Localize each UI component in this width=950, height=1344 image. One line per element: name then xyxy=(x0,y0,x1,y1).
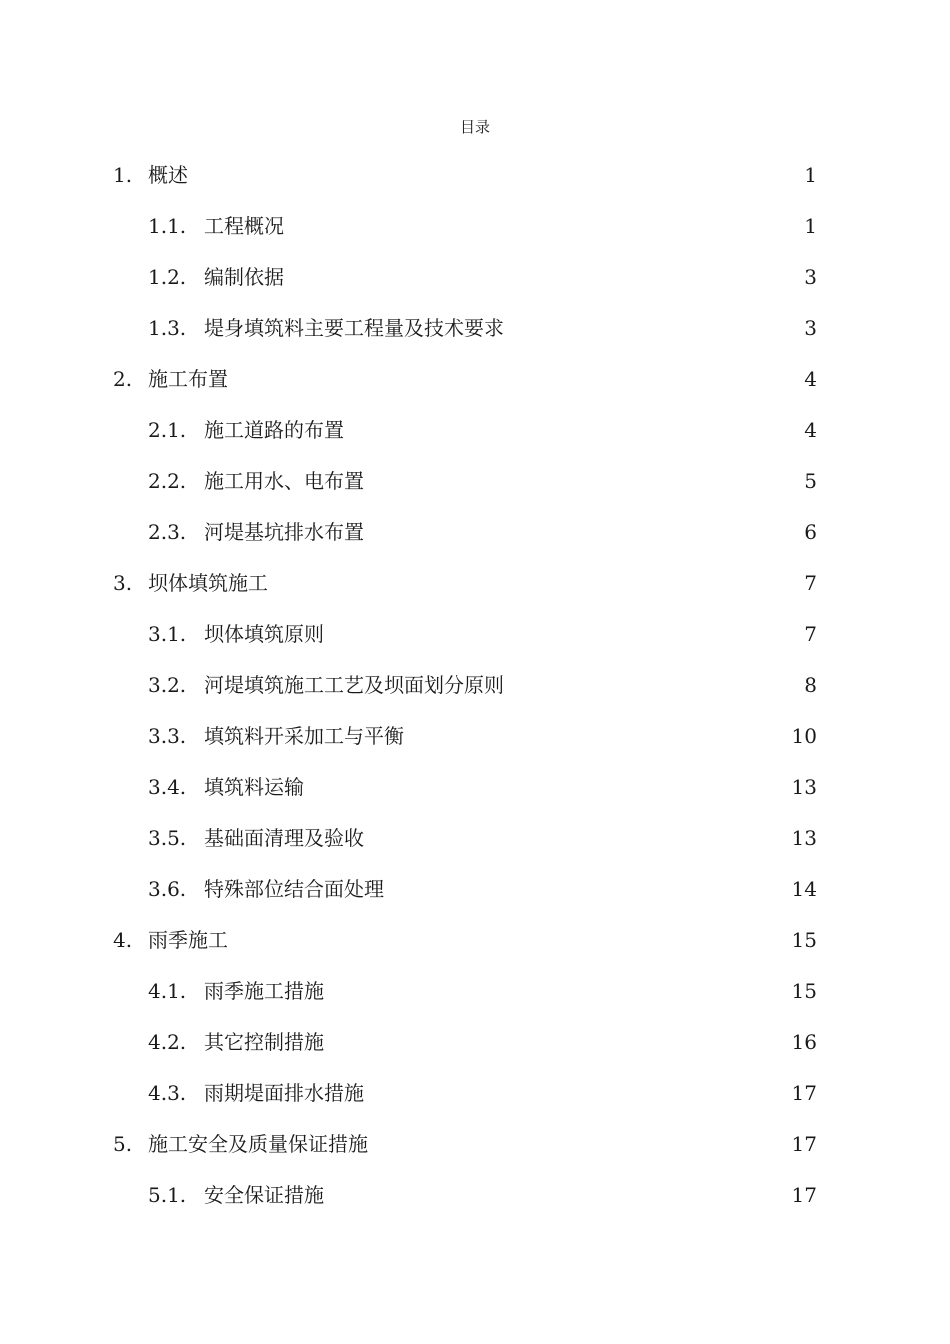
toc-entry-number: 2.3. xyxy=(148,520,187,544)
toc-entry-number: 3.1. xyxy=(148,622,187,646)
toc-entry-page: 1 xyxy=(804,214,817,238)
toc-entry[interactable] xyxy=(0,607,950,658)
toc-entry[interactable] xyxy=(0,301,950,352)
toc-entry-title: 填筑料开采加工与平衡 xyxy=(204,724,404,748)
toc-entry-title: 雨期堤面排水措施 xyxy=(204,1081,364,1105)
toc-entry-number: 3.2. xyxy=(148,673,187,697)
toc-entry[interactable] xyxy=(0,148,950,199)
toc-entry-number: 1.3. xyxy=(148,316,187,340)
toc-entry-title: 雨季施工 xyxy=(148,928,228,952)
toc-entry-number: 3.5. xyxy=(148,826,187,850)
toc-entry-number: 2.2. xyxy=(148,469,187,493)
toc-entry-title: 施工布置 xyxy=(148,367,228,391)
toc-entry-title: 雨季施工措施 xyxy=(204,979,324,1003)
toc-entry-page: 3 xyxy=(804,265,817,289)
toc-entry[interactable] xyxy=(0,964,950,1015)
toc-entry-number: 3. xyxy=(113,571,133,595)
toc-entry-page: 14 xyxy=(791,877,817,901)
toc-entry-title: 概述 xyxy=(148,163,188,187)
toc-entry-page: 17 xyxy=(791,1132,817,1156)
toc-entry-title: 河堤填筑施工工艺及坝面划分原则 xyxy=(204,673,504,697)
toc-entry[interactable] xyxy=(0,913,950,964)
toc-entry[interactable] xyxy=(0,199,950,250)
toc-entry-page: 4 xyxy=(804,367,817,391)
toc-entry[interactable] xyxy=(0,1015,950,1066)
toc-entry-page: 6 xyxy=(804,520,817,544)
toc-entry[interactable] xyxy=(0,1066,950,1117)
toc-entry[interactable] xyxy=(0,862,950,913)
toc-entry-title: 施工安全及质量保证措施 xyxy=(148,1132,368,1156)
toc-entry-page: 15 xyxy=(791,979,817,1003)
toc-entry-page: 7 xyxy=(804,571,817,595)
toc-entry-page: 10 xyxy=(791,724,817,748)
toc-entry[interactable] xyxy=(0,1168,950,1219)
toc-entry-number: 5.1. xyxy=(148,1183,187,1207)
toc-entry[interactable] xyxy=(0,250,950,301)
toc-entry-number: 4.1. xyxy=(148,979,187,1003)
toc-entry-title: 编制依据 xyxy=(204,265,284,289)
toc-entry[interactable] xyxy=(0,454,950,505)
toc-entry[interactable] xyxy=(0,1117,950,1168)
toc-entry-page: 5 xyxy=(804,469,817,493)
toc-entry-number: 5. xyxy=(113,1132,133,1156)
toc-entry-page: 8 xyxy=(804,673,817,697)
toc-entry-number: 3.6. xyxy=(148,877,187,901)
toc-entry[interactable] xyxy=(0,352,950,403)
toc-entry-number: 3.4. xyxy=(148,775,187,799)
toc-entry-title: 施工用水、电布置 xyxy=(204,469,364,493)
toc-entry-number: 3.3. xyxy=(148,724,187,748)
toc-entry[interactable] xyxy=(0,811,950,862)
toc-entry[interactable] xyxy=(0,658,950,709)
toc-entry-title: 其它控制措施 xyxy=(204,1030,324,1054)
toc-entry-title: 施工道路的布置 xyxy=(204,418,344,442)
toc-entry-page: 13 xyxy=(791,775,817,799)
toc-entry-page: 4 xyxy=(804,418,817,442)
toc-entry-title: 填筑料运输 xyxy=(204,775,304,799)
toc-entry-number: 1.1. xyxy=(148,214,187,238)
toc-entry-number: 4.2. xyxy=(148,1030,187,1054)
toc-entry-title: 河堤基坑排水布置 xyxy=(204,520,364,544)
toc-entry[interactable] xyxy=(0,505,950,556)
toc-entry-number: 1.2. xyxy=(148,265,187,289)
toc-entry-number: 1. xyxy=(113,163,133,187)
toc-entry[interactable] xyxy=(0,709,950,760)
toc-entry[interactable] xyxy=(0,760,950,811)
toc-entry[interactable] xyxy=(0,556,950,607)
toc-entry-page: 7 xyxy=(804,622,817,646)
toc-entry-page: 16 xyxy=(791,1030,817,1054)
toc-entry-page: 3 xyxy=(804,316,817,340)
toc-entry-number: 4.3. xyxy=(148,1081,187,1105)
toc-entry-page: 17 xyxy=(791,1183,817,1207)
toc-list xyxy=(0,148,950,1219)
toc-entry-title: 安全保证措施 xyxy=(204,1183,324,1207)
toc-entry-number: 2. xyxy=(113,367,133,391)
toc-entry-title: 基础面清理及验收 xyxy=(204,826,364,850)
toc-entry-page: 17 xyxy=(791,1081,817,1105)
toc-entry-title: 坝体填筑施工 xyxy=(148,571,268,595)
toc-entry-title: 坝体填筑原则 xyxy=(204,622,324,646)
toc-entry[interactable] xyxy=(0,403,950,454)
toc-entry-title: 堤身填筑料主要工程量及技术要求 xyxy=(204,316,504,340)
toc-entry-number: 4. xyxy=(113,928,133,952)
toc-title: 目录 xyxy=(459,118,490,136)
toc-entry-title: 工程概况 xyxy=(204,214,284,238)
toc-entry-page: 1 xyxy=(804,163,817,187)
toc-entry-number: 2.1. xyxy=(148,418,187,442)
toc-entry-title: 特殊部位结合面处理 xyxy=(204,877,384,901)
toc-entry-page: 15 xyxy=(791,928,817,952)
toc-entry-page: 13 xyxy=(791,826,817,850)
